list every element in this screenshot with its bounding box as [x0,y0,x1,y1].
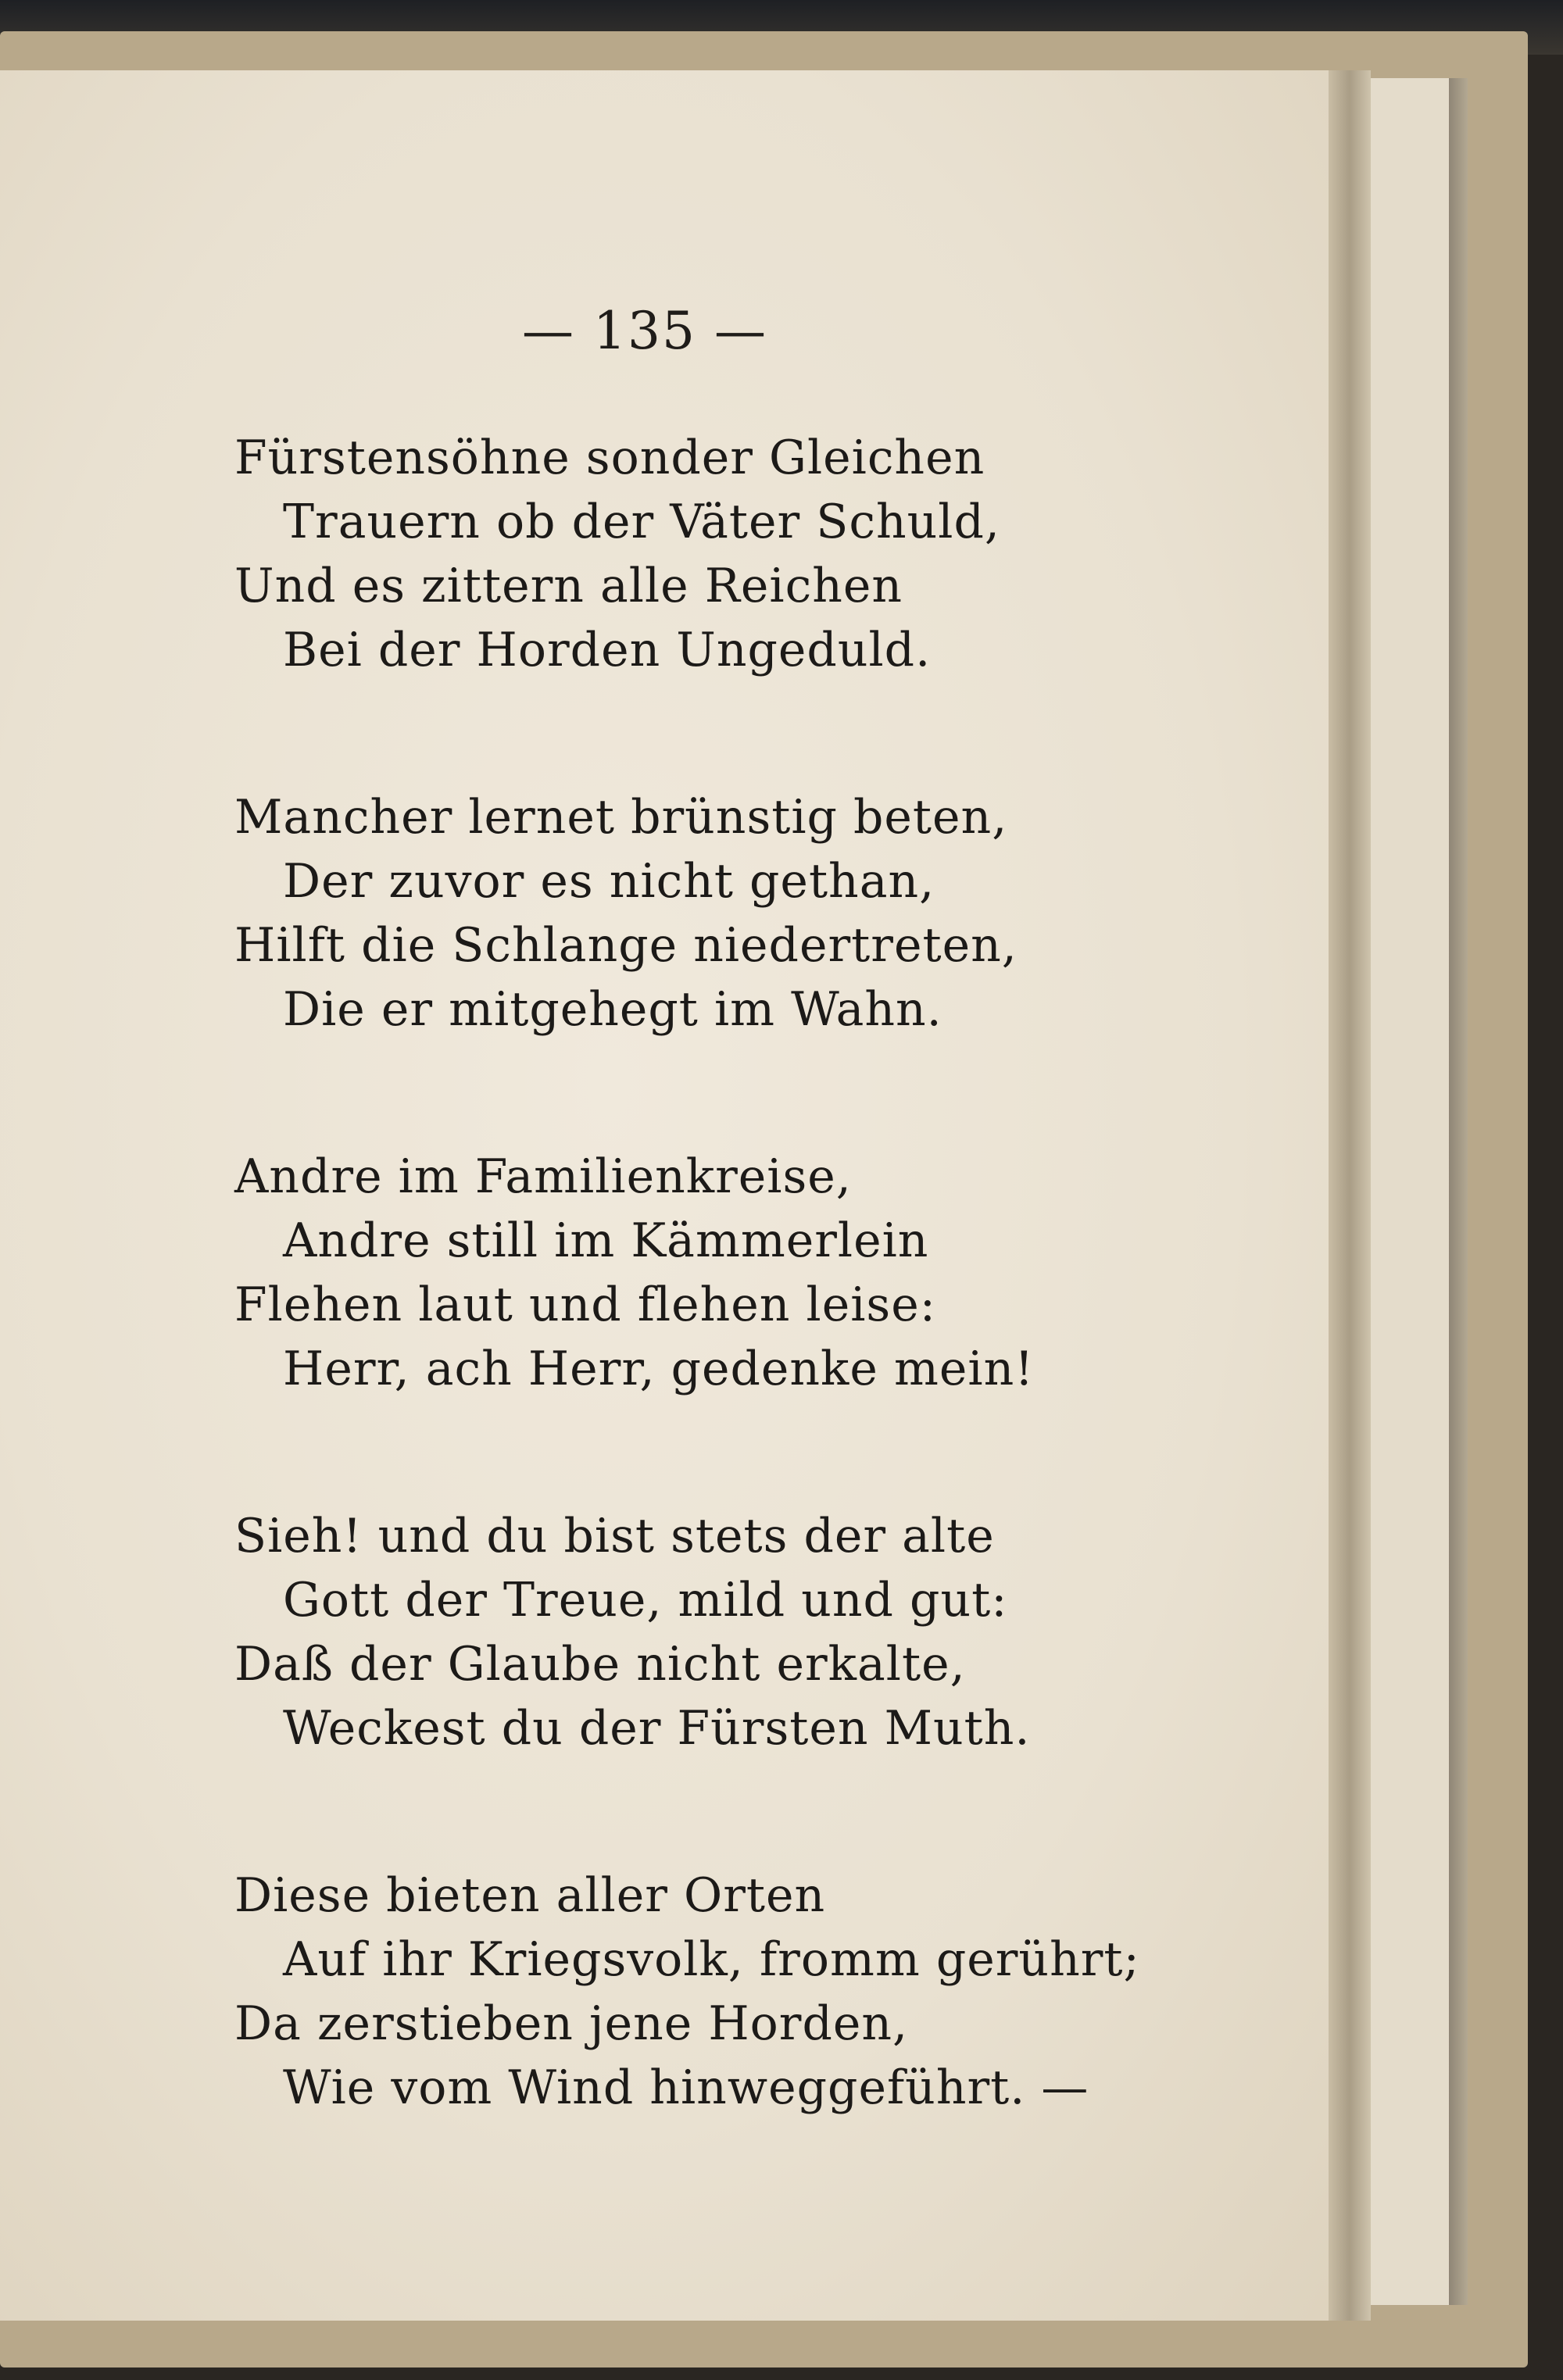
page-fold-edge [1329,70,1371,2321]
poem-line: Auf ihr Kriegsvolk, fromm gerührt; [283,1932,1140,1987]
poem-line: Andre im Familienkreise, [234,1149,852,1204]
stanza-3 [234,1145,1297,1401]
stanza-2 [234,785,1297,1042]
poem-line: Und es zittern alle Reichen [234,559,903,613]
poem-line: Flehen laut und flehen leise: [234,1278,936,1332]
page-number: — 135 — [522,301,767,361]
stanza-4 [234,1504,1297,1760]
page-stack-edge [1371,78,1449,2305]
poem-line: Der zuvor es nicht gethan, [283,854,935,909]
poem-line: Die er mitgehegt im Wahn. [283,982,942,1037]
poem-line: Hilft die Schlange niedertreten, [234,918,1018,973]
poem [234,426,1297,2223]
poem-line: Weckest du der Fürsten Muth. [283,1701,1031,1756]
poem-line: Herr, ach Herr, gedenke mein! [283,1342,1035,1396]
poem-line: Mancher lernet brünstig beten, [234,790,1008,845]
poem-line: Daß der Glaube nicht erkalte, [234,1637,966,1692]
poem-line: Trauern ob der Väter Schuld, [283,495,1000,549]
poem-line: Da zerstieben jene Horden, [234,1996,909,2051]
poem-line: Gott der Treue, mild und gut: [283,1573,1008,1628]
poem-line: Diese bieten aller Orten [234,1868,826,1923]
poem-line: Wie vom Wind hinweggeführt. — [283,2060,1089,2115]
page-stack-shadow [1449,78,1468,2305]
stanza-1 [234,426,1297,682]
poem-line: Bei der Horden Ungeduld. [283,623,932,677]
poem-line: Fürstensöhne sonder Gleichen [234,431,985,485]
stanza-5 [234,1864,1297,2120]
poem-line: Andre still im Kämmerlein [283,1213,929,1268]
poem-line: Sieh! und du bist stets der alte [234,1509,995,1563]
